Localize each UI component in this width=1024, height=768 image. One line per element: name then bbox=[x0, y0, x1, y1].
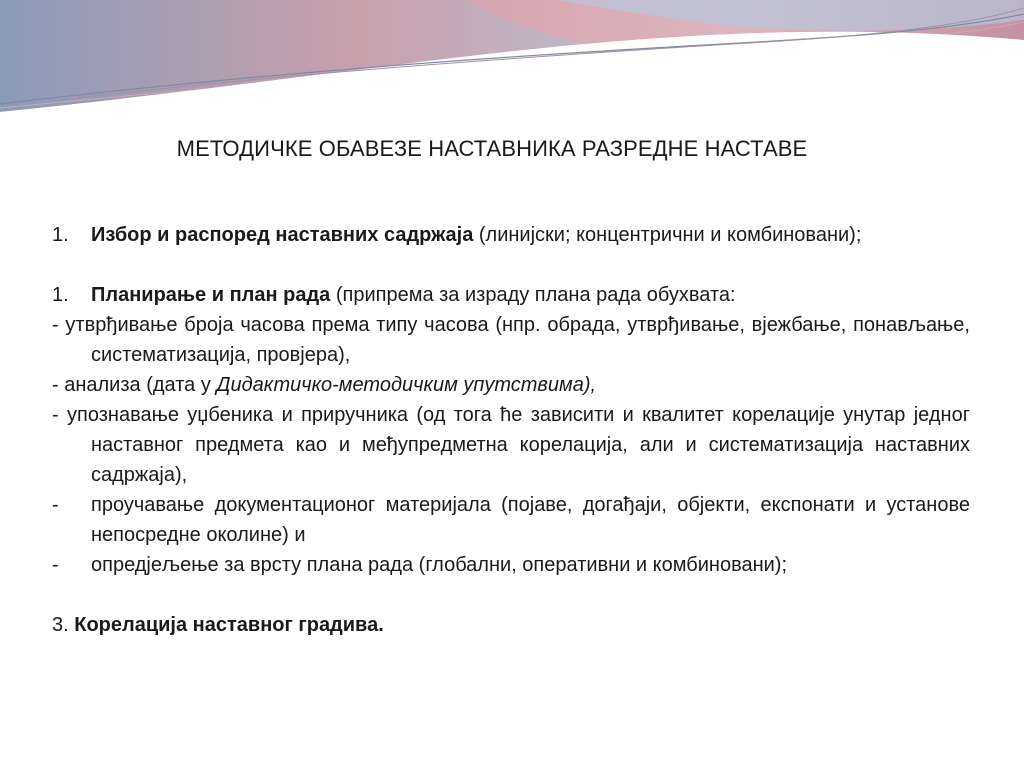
slide-title: МЕТОДИЧКЕ ОБАВЕЗЕ НАСТАВНИКА РАЗРЕДНЕ НАСТАВЕ bbox=[176, 136, 808, 161]
item-number: 1. bbox=[52, 224, 69, 246]
header-wave-decoration bbox=[0, 0, 1024, 120]
item-heading: Избор и распоред наставних садржаја bbox=[91, 224, 474, 246]
item-heading: Планирање и план рада bbox=[91, 284, 331, 306]
line-opredjeljenje bbox=[52, 550, 970, 580]
line-proucavanje bbox=[52, 490, 970, 550]
line-upoznavanje: - упознавање уџбеника и приручника (од тога ће зависити и квалитет корелације унутар једног наставног предмета као и међупредметна корелација, али и систематизација наставних садржаја), bbox=[52, 404, 970, 486]
item-heading: Корелација наставног градива. bbox=[74, 614, 384, 636]
analiza-text: - анализа (дата у bbox=[52, 374, 217, 396]
dash-marker: - bbox=[52, 554, 59, 576]
proucavanje-text: проучавање документационог материјала (појаве, догађаји, објекти, експонати и установе непосредне околине) и bbox=[91, 494, 970, 546]
item-izbor bbox=[52, 220, 970, 250]
item-text: (припрема за израду плана рада обухвата: bbox=[330, 284, 736, 306]
item-text: (линијски; концентрични и комбиновани); bbox=[473, 224, 862, 246]
line-utvrdjivanje: - утврђивање броја часова према типу часова (нпр. обрада, утврђивање, вјежбање, понављање, систематизација, провјера), bbox=[52, 314, 970, 366]
item-planiranje bbox=[52, 280, 970, 310]
item-number: 3. bbox=[52, 614, 75, 636]
analiza-italic-text: Дидактичко-методичким упутствима), bbox=[216, 374, 597, 396]
item-number: 1. bbox=[52, 284, 69, 306]
slide-body bbox=[52, 220, 970, 640]
item-korelacija bbox=[52, 610, 970, 640]
dash-marker: - bbox=[52, 494, 59, 516]
line-analiza bbox=[52, 370, 970, 400]
opredjeljenje-text: опредјељење за врсту плана рада (глобални, оперативни и комбиновани); bbox=[91, 554, 788, 576]
